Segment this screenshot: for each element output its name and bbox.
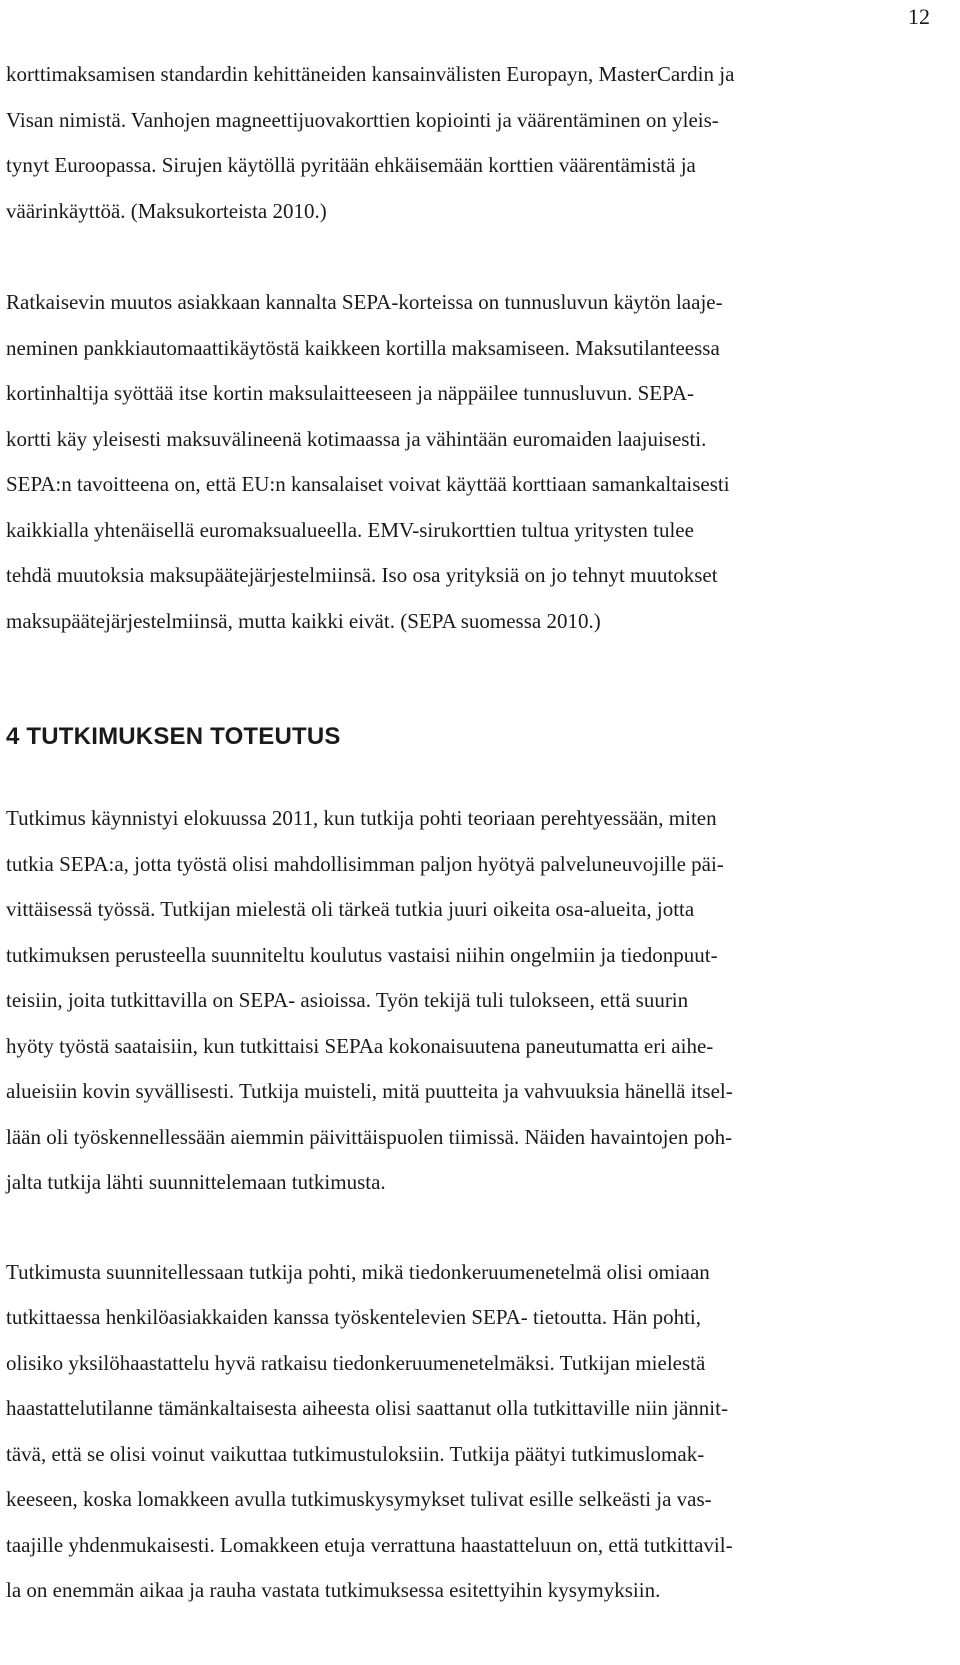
text-line: Tutkimus käynnistyi elokuussa 2011, kun tutkija pohti teoriaan perehtyessään, miten bbox=[6, 806, 717, 830]
paragraph-3 bbox=[6, 796, 916, 1206]
page-content bbox=[6, 52, 916, 1614]
text-line: tutkimuksen perusteella suunniteltu koulutus vastaisi niihin ongelmiin ja tiedonpuut- bbox=[6, 942, 718, 967]
text-line: tehdä muutoksia maksupäätejärjestelmiinsä. Iso osa yrityksiä on jo tehnyt muutokset bbox=[6, 563, 718, 587]
text-line: la on enemmän aikaa ja rauha vastata tutkimuksessa esitettyihin kysymyksiin. bbox=[6, 1578, 661, 1602]
text-line: teisiin, joita tutkittavilla on SEPA- asioissa. Työn tekijä tuli tulokseen, että suurin bbox=[6, 988, 689, 1012]
text-line: haastattelutilanne tämänkaltaisesta aiheesta olisi saattanut olla tutkittaville niin jännit- bbox=[6, 1396, 728, 1420]
text-line: kaikkialla yhtenäisellä euromaksualueella. EMV-sirukorttien tultua yritysten tulee bbox=[6, 517, 694, 542]
text-line: tutkittaessa henkilöasiakkaiden kanssa työskentelevien SEPA- tietoutta. Hän pohti, bbox=[6, 1305, 702, 1329]
text-line: hyöty työstä saataisiin, kun tutkittaisi SEPAa kokonaisuutena paneutumatta eri aihe- bbox=[6, 1033, 714, 1058]
paragraph-4 bbox=[6, 1250, 916, 1614]
text-line: SEPA:n tavoitteena on, että EU:n kansalaiset voivat käyttää korttiaan samankaltaisesti bbox=[6, 472, 730, 496]
text-line: vittäisessä työssä. Tutkijan mielestä oli tärkeä tutkia juuri oikeita osa-alueita, jotta bbox=[6, 897, 695, 921]
text-line: keeseen, koska lomakkeen avulla tutkimuskysymykset tulivat esille selkeästi ja vas- bbox=[6, 1487, 712, 1511]
text-line: Tutkimusta suunnitellessaan tutkija pohti, mikä tiedonkeruumenetelmä olisi omiaan bbox=[6, 1259, 710, 1284]
text-line: maksupäätejärjestelmiinsä, mutta kaikki eivät. (SEPA suomessa 2010.) bbox=[6, 608, 601, 633]
page-number: 12 bbox=[908, 4, 930, 29]
text-line: korttimaksamisen standardin kehittäneiden kansainvälisten Europayn, MasterCardin ja bbox=[6, 62, 735, 86]
paragraph-1 bbox=[6, 52, 916, 234]
text-line: Ratkaisevin muutos asiakkaan kannalta SEPA-korteissa on tunnusluvun käytön laaje- bbox=[6, 290, 723, 314]
paragraph-2 bbox=[6, 280, 916, 644]
text-line: kortti käy yleisesti maksuvälineenä kotimaassa ja vähintään euromaiden laajuisesti. bbox=[6, 426, 707, 451]
text-line: Visan nimistä. Vanhojen magneettijuovakorttien kopiointi ja väärentäminen on yleis- bbox=[6, 107, 719, 132]
text-line: tynyt Euroopassa. Sirujen käytöllä pyritään ehkäisemään korttien väärentämistä ja bbox=[6, 153, 696, 177]
text-line: olisiko yksilöhaastattelu hyvä ratkaisu tiedonkeruumenetelmäksi. Tutkijan mielestä bbox=[6, 1350, 706, 1375]
text-line: tävä, että se olisi voinut vaikuttaa tutkimustuloksiin. Tutkija päätyi tutkimuslomak- bbox=[6, 1441, 705, 1466]
text-line: jalta tutkija lähti suunnittelemaan tutkimusta. bbox=[6, 1170, 386, 1194]
text-line: alueisiin kovin syvällisesti. Tutkija muisteli, mitä puutteita ja vahvuuksia hänellä itsel- bbox=[6, 1079, 733, 1103]
text-line: tutkia SEPA:a, jotta työstä olisi mahdollisimman paljon hyötyä palveluneuvojille päi- bbox=[6, 851, 724, 876]
text-line: kortinhaltija syöttää itse kortin maksulaitteeseen ja näppäilee tunnusluvun. SEPA- bbox=[6, 381, 695, 405]
text-line: taajille yhdenmukaisesti. Lomakkeen etuja verrattuna haastatteluun on, että tutkittavil- bbox=[6, 1532, 733, 1557]
text-line: lään oli työskennellessään aiemmin päivittäispuolen tiimissä. Näiden havaintojen poh- bbox=[6, 1124, 733, 1149]
text-line: väärinkäyttöä. (Maksukorteista 2010.) bbox=[6, 198, 327, 223]
section-heading: 4 TUTKIMUKSEN TOTEUTUS bbox=[6, 723, 341, 750]
text-line: neminen pankkiautomaattikäytöstä kaikkeen kortilla maksamiseen. Maksutilanteessa bbox=[6, 335, 720, 360]
